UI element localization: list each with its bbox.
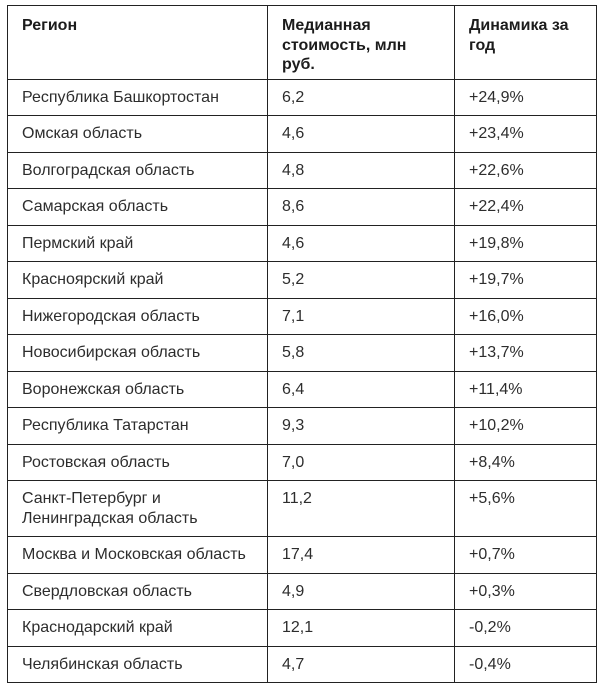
region-cell: Волгоградская область (8, 152, 268, 189)
table-row (8, 481, 597, 537)
year-change-cell: +13,7% (455, 335, 597, 372)
column-header-median-price: Медианная стоимость, млн руб. (268, 6, 455, 80)
median-price-cell: 4,8 (268, 152, 455, 189)
median-price-cell: 17,4 (268, 537, 455, 574)
year-change-cell: -0,4% (455, 646, 597, 683)
table-header (8, 6, 597, 80)
region-cell: Самарская область (8, 189, 268, 226)
region-cell: Челябинская область (8, 646, 268, 683)
table-body (8, 79, 597, 683)
year-change-cell: +11,4% (455, 371, 597, 408)
region-cell: Нижегородская область (8, 298, 268, 335)
region-cell: Красноярский край (8, 262, 268, 299)
median-price-cell: 9,3 (268, 408, 455, 445)
table-row (8, 646, 597, 683)
region-cell: Омская область (8, 116, 268, 153)
table-row (8, 610, 597, 647)
table-row (8, 444, 597, 481)
region-cell: Санкт-Петербург и Ленинградская область (8, 481, 268, 537)
year-change-cell: +23,4% (455, 116, 597, 153)
table-row (8, 371, 597, 408)
table-row (8, 79, 597, 116)
median-price-cell: 4,9 (268, 573, 455, 610)
median-price-cell: 8,6 (268, 189, 455, 226)
region-cell: Ростовская область (8, 444, 268, 481)
year-change-cell: +22,6% (455, 152, 597, 189)
region-cell: Свердловская область (8, 573, 268, 610)
region-cell: Новосибирская область (8, 335, 268, 372)
column-header-region: Регион (8, 6, 268, 80)
table-row (8, 116, 597, 153)
region-cell: Воронежская область (8, 371, 268, 408)
median-price-cell: 7,0 (268, 444, 455, 481)
table-row (8, 152, 597, 189)
year-change-cell: +22,4% (455, 189, 597, 226)
column-header-year-change: Динамика за год (455, 6, 597, 80)
table-row (8, 408, 597, 445)
region-cell: Москва и Московская область (8, 537, 268, 574)
table-row (8, 298, 597, 335)
table-row (8, 262, 597, 299)
year-change-cell: +10,2% (455, 408, 597, 445)
year-change-cell: +19,8% (455, 225, 597, 262)
median-price-cell: 5,8 (268, 335, 455, 372)
median-price-cell: 11,2 (268, 481, 455, 537)
year-change-cell: +16,0% (455, 298, 597, 335)
median-price-cell: 5,2 (268, 262, 455, 299)
table-row (8, 225, 597, 262)
table-row (8, 537, 597, 574)
median-price-cell: 7,1 (268, 298, 455, 335)
median-price-cell: 6,4 (268, 371, 455, 408)
table-row (8, 573, 597, 610)
region-price-table (7, 5, 597, 683)
year-change-cell: +8,4% (455, 444, 597, 481)
median-price-cell: 6,2 (268, 79, 455, 116)
region-cell: Республика Башкортостан (8, 79, 268, 116)
region-price-table-container (7, 5, 606, 683)
table-header-row (8, 6, 597, 80)
median-price-cell: 4,6 (268, 116, 455, 153)
year-change-cell: -0,2% (455, 610, 597, 647)
table-row (8, 335, 597, 372)
region-cell: Республика Татарстан (8, 408, 268, 445)
median-price-cell: 4,6 (268, 225, 455, 262)
median-price-cell: 12,1 (268, 610, 455, 647)
table-row (8, 189, 597, 226)
year-change-cell: +5,6% (455, 481, 597, 537)
year-change-cell: +0,7% (455, 537, 597, 574)
year-change-cell: +0,3% (455, 573, 597, 610)
year-change-cell: +24,9% (455, 79, 597, 116)
year-change-cell: +19,7% (455, 262, 597, 299)
region-cell: Краснодарский край (8, 610, 268, 647)
region-cell: Пермский край (8, 225, 268, 262)
median-price-cell: 4,7 (268, 646, 455, 683)
